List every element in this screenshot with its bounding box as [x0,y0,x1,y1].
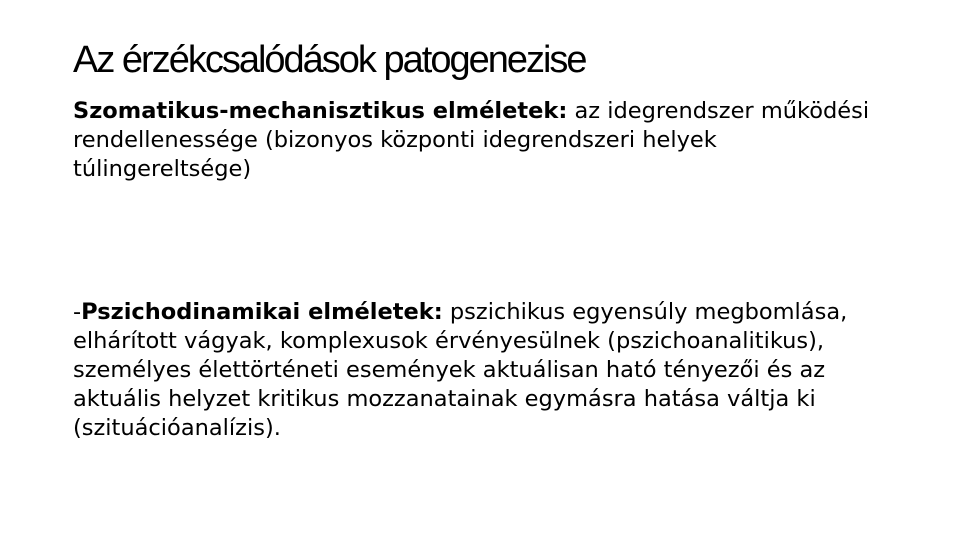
paragraph-text: pszichikus egyensúly megbomlása, elhárított vágyak, komplexusok érvényesülnek (pszichoanalitikus), személyes élettörténeti események aktuálisan ható tényezői és az aktuális helyzet kritikus mozzanatainak egymásra hatása váltja ki (szituációanalízis). [73,299,848,441]
term-somatic-theories: Szomatikus-mechanisztikus elméletek: [73,98,568,124]
paragraph-psychodynamic-theories [73,298,893,443]
paragraph-prefix: - [73,299,82,325]
term-psychodynamic-theories: Pszichodinamikai elméletek: [81,299,443,325]
paragraph-somatic-theories [73,97,893,184]
slide-title: Az érzékcsalódások patogenezise [73,39,586,81]
paragraph-text: az idegrendszer működési rendellenessége (bizonyos központi idegrendszeri helyek túlingereltsége) [73,98,870,182]
